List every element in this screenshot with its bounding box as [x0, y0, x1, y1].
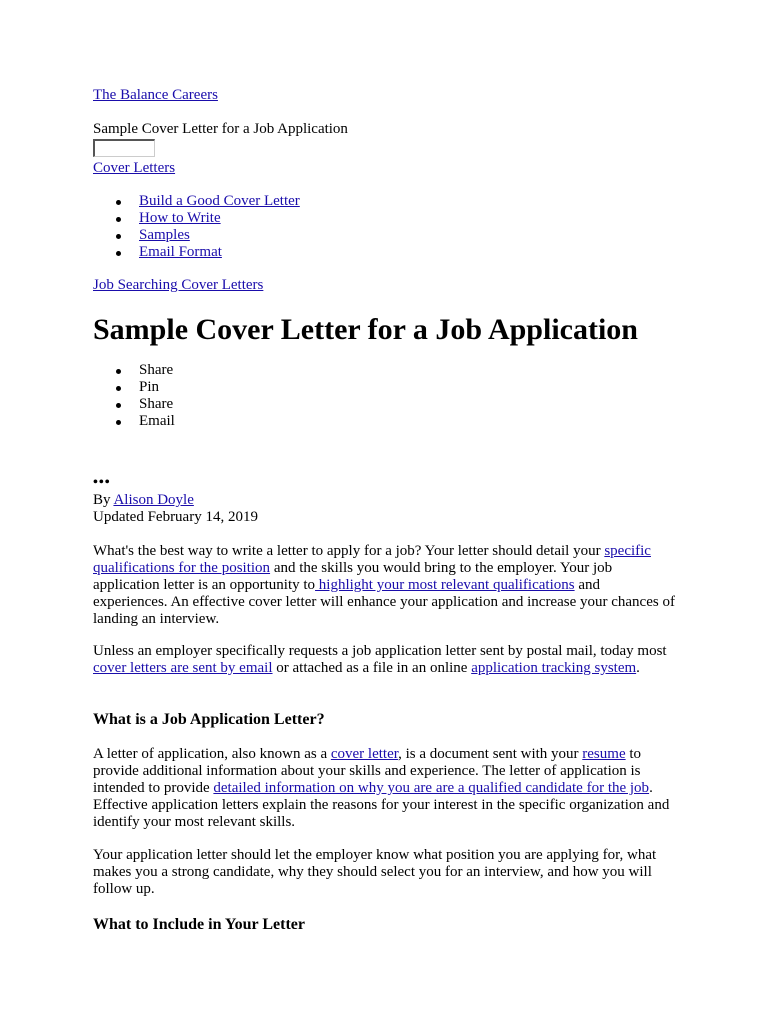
- text: . Effective application letters explain the reasons for your interest in the specific organization and identify your most relevant skills.: [93, 780, 670, 830]
- breadcrumb[interactable]: Job Searching Cover Letters: [93, 277, 264, 293]
- paragraph-application: Your application letter should let the employer know what position you are applying for, what makes you a strong candidate, why they should select you for an interview, and how you will follow up.: [93, 847, 657, 897]
- more-icon[interactable]: •••: [93, 475, 111, 490]
- paragraph-definition: [93, 746, 678, 831]
- category-link[interactable]: Cover Letters: [93, 160, 176, 176]
- updated-date: Updated February 14, 2019: [93, 509, 258, 525]
- text: , is a document sent with your: [398, 746, 583, 762]
- nav-item: [93, 244, 300, 261]
- nav-list: [93, 193, 300, 261]
- author-link[interactable]: Alison Doyle: [113, 492, 194, 508]
- link-detailed-information[interactable]: detailed information on why you are are a qualified candidate for the job: [213, 780, 650, 796]
- heading-what-to-include: What to Include in Your Letter: [93, 916, 305, 933]
- nav-link-how-to-write[interactable]: How to Write: [139, 210, 221, 226]
- text: Unless an employer specifically requests a job application letter sent by postal mail, today most: [93, 643, 667, 659]
- text: What's the best way to write a letter to apply for a job? Your letter should detail your: [93, 543, 605, 559]
- link-application-tracking[interactable]: application tracking system: [471, 660, 637, 676]
- site-link[interactable]: The Balance Careers: [93, 87, 218, 103]
- nav-link-build[interactable]: Build a Good Cover Letter: [139, 193, 300, 209]
- link-specific-qualifications[interactable]: specific qualifications for the position: [93, 543, 651, 576]
- link-cover-letters-email[interactable]: cover letters are sent by email: [93, 660, 273, 676]
- nav-item: [93, 227, 300, 244]
- text: A letter of application, also known as a: [93, 746, 331, 762]
- paragraph-email: [93, 643, 678, 677]
- byline: [93, 492, 194, 509]
- share-item[interactable]: Share: [93, 362, 175, 379]
- nav-item: [93, 193, 300, 210]
- share-list: [93, 362, 175, 430]
- pin-item[interactable]: Pin: [93, 379, 175, 396]
- text: or attached as a file in an online: [272, 660, 472, 676]
- paragraph-intro: [93, 543, 678, 628]
- text: to provide additional information about your skills and experience. The letter of application is intended to provide: [93, 746, 642, 796]
- link-highlight-qualifications[interactable]: highlight your most relevant qualifications: [315, 577, 575, 593]
- text: and the skills you would bring to the employer. Your job application letter is an opportunity to: [93, 560, 613, 593]
- heading-what-is: What is a Job Application Letter?: [93, 711, 325, 728]
- link-cover-letter[interactable]: cover letter: [330, 746, 399, 762]
- share-item[interactable]: Share: [93, 396, 175, 413]
- nav-item: [93, 210, 300, 227]
- article-title: Sample Cover Letter for a Job Application: [93, 313, 638, 346]
- text: .: [636, 660, 640, 676]
- search-input[interactable]: [93, 139, 155, 157]
- nav-link-samples[interactable]: Samples: [139, 227, 190, 243]
- text: and experiences. An effective cover letter will enhance your application and increase your chances of landing an interview.: [93, 577, 675, 627]
- nav-link-email-format[interactable]: Email Format: [139, 244, 222, 260]
- link-resume[interactable]: resume: [582, 746, 626, 762]
- email-item[interactable]: Email: [93, 413, 175, 430]
- page-title-text: Sample Cover Letter for a Job Application: [93, 121, 348, 137]
- by-label: By: [93, 492, 114, 508]
